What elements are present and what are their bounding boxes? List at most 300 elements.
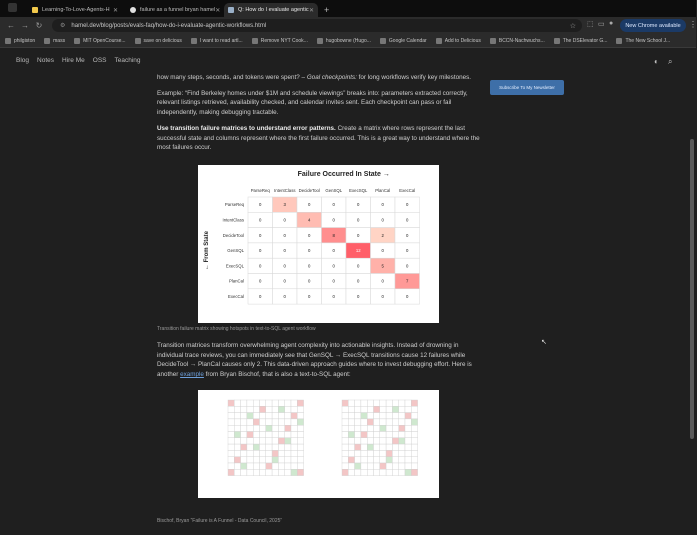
bischof-matrix-cell bbox=[278, 450, 284, 456]
bischof-matrix-cell bbox=[386, 419, 392, 425]
bischof-matrix-cell bbox=[278, 444, 284, 450]
bischof-matrix-cell bbox=[367, 463, 373, 469]
bischof-matrix-cell bbox=[253, 444, 259, 450]
bookmark-favicon-icon bbox=[191, 38, 197, 44]
bischof-matrix-cell bbox=[278, 419, 284, 425]
matrix-cell-value: 0 bbox=[381, 248, 384, 254]
bookmark-item[interactable]: hugobowne (Hugo... bbox=[317, 38, 371, 44]
bischof-matrix-cell bbox=[272, 425, 278, 431]
bischof-matrix-cell bbox=[380, 413, 386, 419]
bischof-matrix-cell bbox=[386, 438, 392, 444]
matrix-cell-value: 0 bbox=[283, 263, 286, 269]
bischof-matrix-cell bbox=[228, 450, 234, 456]
bischof-matrix-cell bbox=[234, 463, 240, 469]
bischof-matrix-cell bbox=[247, 432, 253, 438]
matrix-row-label: ExecSQL bbox=[225, 263, 244, 269]
bischof-matrix-cell bbox=[260, 432, 266, 438]
theme-toggle-icon[interactable]: ◐ bbox=[654, 57, 659, 66]
matrix-cell-value: 0 bbox=[259, 217, 262, 223]
bischof-matrix-cell bbox=[392, 469, 398, 475]
bischof-matrix-cell bbox=[228, 425, 234, 431]
bischof-matrix-cell bbox=[241, 438, 247, 444]
bischof-matrix-cell bbox=[278, 400, 284, 406]
bischof-matrix-cell bbox=[297, 444, 303, 450]
matrix-cell-value: 0 bbox=[357, 202, 360, 208]
bischof-matrix-cell bbox=[374, 438, 380, 444]
bischof-matrix-cell bbox=[374, 469, 380, 475]
matrix-cell-value: 0 bbox=[357, 217, 360, 223]
bischof-matrix-cell bbox=[348, 432, 354, 438]
new-chrome-available-button[interactable]: New Chrome available bbox=[620, 19, 686, 32]
bischof-matrix-cell bbox=[361, 432, 367, 438]
bischof-matrix-cell bbox=[380, 419, 386, 425]
profile-icon[interactable]: ● bbox=[609, 20, 614, 27]
bischof-matrix-cell bbox=[355, 432, 361, 438]
bischof-matrix-cell bbox=[234, 406, 240, 412]
bischof-matrix-cell bbox=[411, 400, 417, 406]
bischof-matrix-cell bbox=[266, 419, 272, 425]
matrix-cell-value: 0 bbox=[308, 293, 311, 299]
matrix-row-label: GenSQL bbox=[227, 248, 244, 254]
url-bar[interactable] bbox=[52, 19, 582, 32]
search-icon[interactable]: ⌕ bbox=[668, 57, 673, 66]
bischof-matrix-cell bbox=[374, 457, 380, 463]
bischof-matrix-cell bbox=[348, 457, 354, 463]
bischof-matrix-cell bbox=[399, 413, 405, 419]
bischof-matrix-cell bbox=[260, 457, 266, 463]
bischof-matrix-cell bbox=[253, 425, 259, 431]
bischof-matrix-cell bbox=[411, 425, 417, 431]
bischof-matrix-cell bbox=[399, 400, 405, 406]
matrix-cell-value: 0 bbox=[332, 217, 335, 223]
bischof-matrix-cell bbox=[342, 463, 348, 469]
bischof-matrix-cell bbox=[374, 425, 380, 431]
bischof-matrix-cell bbox=[342, 425, 348, 431]
bischof-matrix-cell bbox=[367, 444, 373, 450]
bischof-matrix-cell bbox=[367, 457, 373, 463]
bookmark-item[interactable]: philgiston bbox=[5, 38, 35, 44]
figure-caption-matrix: Transition failure matrix showing hotspots in text-to-SQL agent workflow bbox=[157, 326, 316, 332]
bischof-matrix-cell bbox=[297, 413, 303, 419]
matrix-column-label: IntentClass bbox=[274, 188, 296, 193]
bischof-matrix-cell bbox=[285, 425, 291, 431]
scrollbar-thumb[interactable] bbox=[690, 139, 694, 439]
matrix-y-label: ← From State bbox=[204, 231, 210, 271]
bischof-matrix-cell bbox=[260, 463, 266, 469]
bischof-matrix-cell bbox=[374, 463, 380, 469]
bischof-matrix-cell bbox=[291, 438, 297, 444]
bischof-matrix-cell bbox=[272, 469, 278, 475]
bischof-matrix-cell bbox=[361, 400, 367, 406]
bischof-matrix-cell bbox=[342, 432, 348, 438]
bischof-matrix-cell bbox=[253, 438, 259, 444]
bischof-matrix-cell bbox=[386, 400, 392, 406]
bookmark-favicon-icon bbox=[5, 38, 11, 44]
sidebar-icon[interactable]: ▭ bbox=[598, 21, 605, 28]
bischof-matrix-cell bbox=[392, 425, 398, 431]
tab-favicon-3 bbox=[228, 7, 234, 13]
bischof-matrix-cell bbox=[241, 450, 247, 456]
bischof-matrix-cell bbox=[260, 469, 266, 475]
bischof-matrix-cell bbox=[399, 438, 405, 444]
nav-hire-me-link[interactable]: Hire Me bbox=[62, 57, 85, 64]
bischof-matrix-cell bbox=[247, 450, 253, 456]
bischof-matrix-cell bbox=[291, 457, 297, 463]
bookmark-favicon-icon bbox=[252, 38, 258, 44]
bischof-matrix-cell bbox=[355, 457, 361, 463]
article-body bbox=[157, 73, 482, 159]
bischof-matrix-cell bbox=[297, 463, 303, 469]
bischof-matrix-cell bbox=[234, 432, 240, 438]
bischof-matrix-cell bbox=[291, 400, 297, 406]
new-tab-icon[interactable]: + bbox=[324, 5, 330, 15]
bischof-matrix-cell bbox=[355, 419, 361, 425]
bischof-matrix-cell bbox=[228, 463, 234, 469]
bischof-matrix-cell bbox=[405, 444, 411, 450]
bischof-matrix-cell bbox=[380, 444, 386, 450]
bischof-matrix-cell bbox=[348, 450, 354, 456]
bischof-matrix-cell bbox=[260, 444, 266, 450]
bischof-matrix-cell bbox=[228, 457, 234, 463]
matrix-cell-value: 0 bbox=[259, 263, 262, 269]
bischof-matrix-cell bbox=[386, 444, 392, 450]
bischof-matrix-cell bbox=[367, 413, 373, 419]
matrix-row-label: ParseReq bbox=[224, 202, 244, 208]
bischof-matrix-cell bbox=[247, 413, 253, 419]
bischof-matrix-cell bbox=[253, 400, 259, 406]
matrix-cell-value: 0 bbox=[259, 293, 262, 299]
bischof-matrix-cell bbox=[342, 457, 348, 463]
matrix-cell-value: 2 bbox=[381, 232, 384, 238]
bischof-matrix-cell bbox=[342, 406, 348, 412]
tab-close-icon[interactable]: ✕ bbox=[215, 7, 221, 14]
matrix-cell-value: 3 bbox=[283, 202, 286, 208]
bischof-matrix-cell bbox=[291, 425, 297, 431]
bischof-matrix-cell bbox=[253, 463, 259, 469]
bischof-matrix-cell bbox=[380, 400, 386, 406]
transition-failure-matrix-figure bbox=[198, 165, 439, 323]
bischof-matrix-cell bbox=[234, 413, 240, 419]
more-menu-icon[interactable]: ⋮ bbox=[689, 20, 697, 29]
bischof-matrix-cell bbox=[260, 413, 266, 419]
bookmark-item[interactable]: The New School J... bbox=[616, 38, 670, 44]
bischof-matrix-cell bbox=[361, 463, 367, 469]
matrix-cell-value: 0 bbox=[283, 232, 286, 238]
bischof-matrix-cell bbox=[253, 406, 259, 412]
bookmark-favicon-icon bbox=[380, 38, 386, 44]
bischof-matrix-cell bbox=[247, 463, 253, 469]
bischof-matrix-cell bbox=[348, 463, 354, 469]
bischof-matrix-cell bbox=[411, 406, 417, 412]
bischof-matrix-cell bbox=[399, 425, 405, 431]
bischof-matrix-cell bbox=[266, 425, 272, 431]
bischof-matrix-cell bbox=[411, 469, 417, 475]
web-page bbox=[0, 49, 696, 535]
bischof-matrix-cell bbox=[241, 425, 247, 431]
matrix-cell-value: 0 bbox=[283, 278, 286, 284]
paragraph-example: Example: “Find Berkeley homes under $1M and schedule viewings” breaks into: parameters extracted correctly, relevant listings retrieved, availability checked, and calendar invites sent. Each checkpoint can pass or fail independently, making debugging tractable. bbox=[157, 89, 468, 117]
bischof-matrix-cell bbox=[266, 406, 272, 412]
bischof-matrix-cell bbox=[234, 419, 240, 425]
bischof-matrix-cell bbox=[228, 400, 234, 406]
bischof-matrix-cell bbox=[411, 450, 417, 456]
bischof-matrix-cell bbox=[285, 463, 291, 469]
figure-caption-bischof: Bischof, Bryan “Failure is A Funnel - Data Council, 2025” bbox=[157, 518, 283, 524]
bookmark-favicon-icon bbox=[616, 38, 622, 44]
bischof-matrix-cell bbox=[260, 450, 266, 456]
bookmark-item[interactable]: Remove NYT Cook... bbox=[252, 38, 308, 44]
example-link[interactable]: example bbox=[180, 371, 204, 379]
bischof-matrix-cell bbox=[247, 406, 253, 412]
bischof-matrix-cell bbox=[355, 469, 361, 475]
bischof-matrix-cell bbox=[241, 406, 247, 412]
bookmark-favicon-icon bbox=[554, 38, 560, 44]
article-body-continued bbox=[157, 341, 482, 386]
bischof-matrix-cell bbox=[348, 444, 354, 450]
bischof-matrix-cell bbox=[291, 450, 297, 456]
bischof-matrix-cell bbox=[405, 425, 411, 431]
bischof-matrix-cell bbox=[342, 419, 348, 425]
bischof-matrix-cell bbox=[342, 413, 348, 419]
bischof-matrix-cell bbox=[355, 463, 361, 469]
bischof-matrix-cell bbox=[253, 432, 259, 438]
bischof-matrix-cell bbox=[348, 413, 354, 419]
matrix-cell-value: 0 bbox=[357, 278, 360, 284]
tab-label-3: Q: How do I evaluate agentic bbox=[238, 7, 309, 13]
bischof-matrix-cell bbox=[266, 469, 272, 475]
bischof-matrix-cell bbox=[355, 444, 361, 450]
bischof-matrix-cell bbox=[278, 432, 284, 438]
matrix-cell-value: 0 bbox=[332, 278, 335, 284]
bischof-matrix-cell bbox=[355, 425, 361, 431]
bischof-matrix-cell bbox=[297, 425, 303, 431]
bischof-matrix-cell bbox=[361, 469, 367, 475]
matrix-cell-value: 0 bbox=[357, 263, 360, 269]
forward-arrow-icon[interactable]: → bbox=[21, 21, 29, 30]
bookmark-star-icon[interactable]: ☆ bbox=[569, 22, 576, 30]
matrix-cell-value: 0 bbox=[259, 248, 262, 254]
bischof-matrix-cell bbox=[272, 419, 278, 425]
bischof-matrix-cell bbox=[374, 406, 380, 412]
bischof-matrix-cell bbox=[241, 469, 247, 475]
bischof-matrix-cell bbox=[348, 469, 354, 475]
bischof-matrix-cell bbox=[380, 438, 386, 444]
matrix-column-label: ParseReq bbox=[250, 188, 270, 193]
bischof-matrix-cell bbox=[266, 457, 272, 463]
bischof-matrix-cell bbox=[291, 463, 297, 469]
bischof-matrix-cell bbox=[278, 425, 284, 431]
nav-notes-link[interactable]: Notes bbox=[37, 57, 54, 64]
bischof-matrix-cell bbox=[399, 419, 405, 425]
tab-close-icon[interactable]: ✕ bbox=[112, 7, 118, 14]
bischof-matrix-cell bbox=[348, 438, 354, 444]
bischof-matrix-cell bbox=[380, 469, 386, 475]
bischof-matrix-cell bbox=[297, 400, 303, 406]
bischof-matrix-cell bbox=[272, 400, 278, 406]
bischof-matrix-cell bbox=[228, 406, 234, 412]
bischof-matrix-cell bbox=[228, 469, 234, 475]
bookmarks-bar bbox=[0, 34, 696, 48]
bischof-matrix-cell bbox=[380, 463, 386, 469]
mouse-pointer-icon: ↖ bbox=[541, 339, 547, 346]
bookmark-item[interactable]: Add to Delicious bbox=[436, 38, 481, 44]
bischof-matrix-cell bbox=[374, 413, 380, 419]
bischof-matrix-cell bbox=[266, 444, 272, 450]
back-arrow-icon[interactable]: ← bbox=[7, 21, 15, 30]
bischof-matrix-cell bbox=[405, 432, 411, 438]
bischof-matrix-cell bbox=[386, 463, 392, 469]
matrix-cell-value: 0 bbox=[406, 248, 409, 254]
bischof-matrix-cell bbox=[278, 413, 284, 419]
matrix-cell-value: 0 bbox=[283, 293, 286, 299]
tab-label-1: Learning-To-Love-Agents-H bbox=[42, 7, 110, 13]
matrix-cell-value: 4 bbox=[308, 217, 311, 223]
bischof-matrix-cell bbox=[285, 413, 291, 419]
matrix-row-label: IntentClass bbox=[222, 217, 244, 223]
bischof-matrix-cell bbox=[247, 438, 253, 444]
tab-close-icon[interactable]: ✕ bbox=[308, 7, 314, 14]
bookmark-item[interactable]: BCCN-Nachwuchs... bbox=[490, 38, 545, 44]
bischof-matrix-cell bbox=[241, 457, 247, 463]
bischof-matrix-cell bbox=[361, 450, 367, 456]
bischof-matrix-cell bbox=[234, 400, 240, 406]
bischof-matrix-cell bbox=[405, 413, 411, 419]
bischof-matrix-cell bbox=[272, 444, 278, 450]
extensions-icon[interactable]: ⬚ bbox=[587, 21, 594, 28]
bischof-matrix-cell bbox=[355, 406, 361, 412]
nav-oss-link[interactable]: OSS bbox=[92, 57, 107, 64]
paragraph-checkpoints: how many steps, seconds, and tokens were spent? – Goal checkpoints: for long workflows verify key milestones. bbox=[157, 74, 471, 81]
bischof-matrix-cell bbox=[392, 400, 398, 406]
bookmark-item[interactable]: mass bbox=[44, 38, 65, 44]
matrix-column-label: ExecCal bbox=[399, 188, 416, 193]
bischof-matrix-cell bbox=[297, 419, 303, 425]
bischof-matrix-cell bbox=[361, 425, 367, 431]
bischof-matrix-cell bbox=[392, 463, 398, 469]
bischof-matrix-cell bbox=[386, 469, 392, 475]
bischof-matrix-cell bbox=[285, 438, 291, 444]
nav-teaching-link[interactable]: Teaching bbox=[114, 57, 141, 64]
bischof-matrix-cell bbox=[278, 406, 284, 412]
bischof-matrix-cell bbox=[291, 432, 297, 438]
site-nav bbox=[16, 57, 141, 64]
bischof-matrix-cell bbox=[247, 444, 253, 450]
bischof-matrix-cell bbox=[228, 413, 234, 419]
bischof-matrix-cell bbox=[253, 457, 259, 463]
bischof-matrix-cell bbox=[260, 419, 266, 425]
matrix-column-label: GenSQL bbox=[325, 188, 343, 193]
bischof-matrix-cell bbox=[380, 457, 386, 463]
bischof-matrix-cell bbox=[361, 438, 367, 444]
bookmark-item[interactable]: MIT OpenCourse... bbox=[74, 38, 125, 44]
bischof-matrix-cell bbox=[266, 438, 272, 444]
matrix-cell-value: 0 bbox=[381, 278, 384, 284]
bischof-matrix-cell bbox=[380, 406, 386, 412]
bischof-matrix-cell bbox=[342, 438, 348, 444]
matrix-cell-value: 0 bbox=[283, 248, 286, 254]
bischof-matrix-cell bbox=[355, 400, 361, 406]
browser-tab-2[interactable] bbox=[126, 3, 220, 17]
matrix-cell-value: 0 bbox=[332, 202, 335, 208]
bookmark-item[interactable]: save on delicious bbox=[135, 38, 182, 44]
matrix-cell-value: 0 bbox=[357, 232, 360, 238]
bischof-matrix-cell bbox=[367, 438, 373, 444]
bischof-matrix-cell bbox=[374, 400, 380, 406]
bischof-matrix-cell bbox=[348, 406, 354, 412]
bischof-matrix-cell bbox=[228, 419, 234, 425]
matrix-cell-value: 0 bbox=[259, 278, 262, 284]
bischof-matrix-cell bbox=[374, 444, 380, 450]
bischof-matrix-cell bbox=[241, 419, 247, 425]
matrix-column-label: DecideTool bbox=[298, 188, 320, 193]
matrix-cell-value: 0 bbox=[332, 293, 335, 299]
bischof-matrix-cell bbox=[228, 438, 234, 444]
bischof-matrix-cell bbox=[297, 457, 303, 463]
tab-favicon-2 bbox=[130, 7, 136, 13]
bischof-matrix-cell bbox=[234, 425, 240, 431]
bischof-matrix-cell bbox=[234, 457, 240, 463]
browser-tab-1[interactable] bbox=[28, 3, 122, 17]
matrix-cell-value: 0 bbox=[406, 217, 409, 223]
bischof-matrix-cell bbox=[241, 463, 247, 469]
bischof-matrix-cell bbox=[291, 419, 297, 425]
subscribe-newsletter-button[interactable]: Subscribe To My Newsletter bbox=[490, 80, 564, 95]
bischof-matrix-cell bbox=[405, 450, 411, 456]
bischof-matrix-cell bbox=[241, 432, 247, 438]
bischof-matrix-cell bbox=[392, 406, 398, 412]
bischof-matrix-cell bbox=[342, 400, 348, 406]
bischof-matrix-cell bbox=[367, 400, 373, 406]
bookmark-favicon-icon bbox=[436, 38, 442, 44]
browser-tab-3[interactable] bbox=[224, 3, 318, 17]
bischof-matrix-cell bbox=[285, 406, 291, 412]
matrix-row-label: ExecCal bbox=[227, 293, 244, 299]
bischof-matrix-cell bbox=[411, 444, 417, 450]
matrix-cell-value: 5 bbox=[381, 263, 384, 269]
bischof-matrix-cell bbox=[285, 419, 291, 425]
bookmark-item[interactable]: I want to read artl... bbox=[191, 38, 243, 44]
matrix-cell-value: 0 bbox=[406, 263, 409, 269]
matrix-cell-value: 0 bbox=[308, 232, 311, 238]
bischof-matrix-cell bbox=[266, 432, 272, 438]
bischof-matrix-cell bbox=[348, 419, 354, 425]
bischof-matrix-cell bbox=[380, 450, 386, 456]
matrix-cell-value: 0 bbox=[406, 293, 409, 299]
matrix-cell-value: 0 bbox=[308, 263, 311, 269]
site-info-icon[interactable]: ⚙ bbox=[60, 23, 66, 29]
reload-icon[interactable]: ↻ bbox=[35, 21, 43, 30]
bookmark-item[interactable]: Google Calendar bbox=[380, 38, 427, 44]
bischof-matrix-cell bbox=[399, 469, 405, 475]
nav-blog-link[interactable]: Blog bbox=[16, 57, 30, 64]
bischof-matrix-cell bbox=[361, 419, 367, 425]
bischof-matrix-cell bbox=[399, 406, 405, 412]
bischof-matrix-cell bbox=[241, 413, 247, 419]
bookmark-item[interactable]: The DSElevator G... bbox=[554, 38, 608, 44]
tab-search-icon[interactable] bbox=[8, 3, 17, 12]
matrix-cell-value: 0 bbox=[357, 293, 360, 299]
tab-bar bbox=[0, 0, 696, 17]
bischof-matrix-cell bbox=[399, 450, 405, 456]
bischof-matrix-cell bbox=[234, 469, 240, 475]
bischof-matrix-cell bbox=[405, 463, 411, 469]
bischof-matrix-cell bbox=[399, 457, 405, 463]
bischof-matrix-cell bbox=[297, 438, 303, 444]
bischof-matrix-cell bbox=[272, 457, 278, 463]
matrix-cell-value: 0 bbox=[381, 202, 384, 208]
bischof-matrix-cell bbox=[285, 450, 291, 456]
bischof-matrix-cell bbox=[247, 419, 253, 425]
